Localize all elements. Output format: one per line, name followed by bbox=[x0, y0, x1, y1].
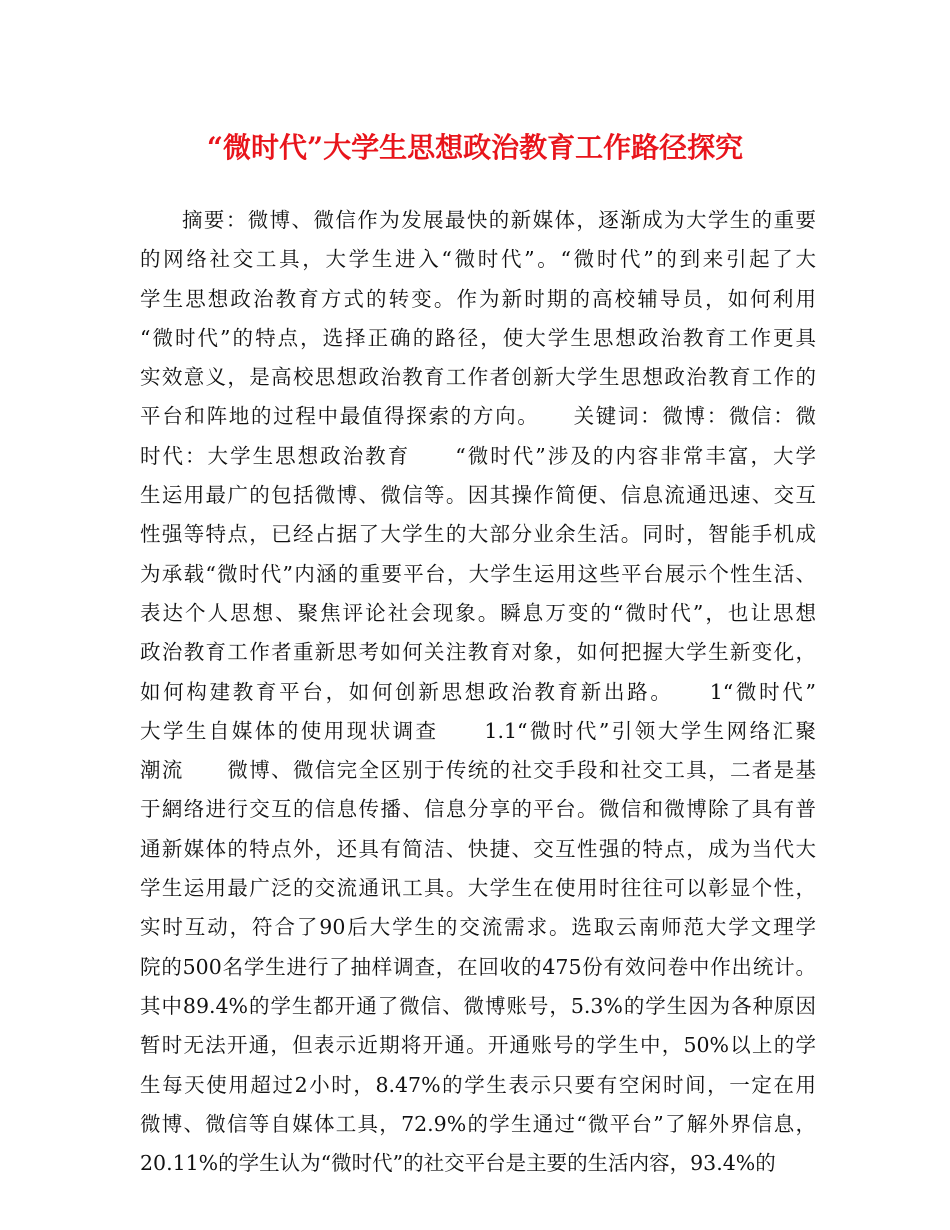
body-line: 于網络进行交互的信息传播、信息分享的平台。微信和微博除了具有普 bbox=[140, 797, 816, 822]
document-title: “微时代”大学生思想政治教育工作路径探究 bbox=[206, 131, 744, 164]
body-line: 学生思想政治教育方式的转变。作为新时期的高校辅导员，如何利用 bbox=[140, 286, 816, 311]
body-line: 为承载“微时代”内涵的重要平台，大学生运用这些平台展示个性生活、 bbox=[140, 561, 816, 586]
body-line: 性强等特点，已经占据了大学生的大部分业余生活。同时，智能手机成 bbox=[140, 522, 816, 547]
body-line: 时代：大学生思想政治教育 “微时代”涉及的内容非常丰富，大学 bbox=[140, 443, 816, 468]
body-line: “微时代”的特点，选择正确的路径，使大学生思想政治教育工作更具 bbox=[140, 325, 816, 350]
body-line: 的网络社交工具，大学生进入“微时代”。“微时代”的到来引起了大 bbox=[140, 247, 816, 272]
body-line: 暂时无法开通，但表示近期将开通。开通账号的学生中，50%以上的学 bbox=[140, 1033, 816, 1058]
body-line: 实时互动，符合了90后大学生的交流需求。选取云南师范大学文理学 bbox=[140, 915, 816, 940]
body-line: 20.11%的学生认为“微时代”的社交平台是主要的生活内容，93.4%的 bbox=[140, 1151, 776, 1176]
body-line: 学生运用最广泛的交流通讯工具。大学生在使用时往往可以彰显个性， bbox=[140, 876, 816, 901]
body-line: 大学生自媒体的使用现状调查 1.1“微时代”引领大学生网络汇聚 bbox=[140, 718, 816, 743]
body-line: 生每天使用超过2小时，8.47%的学生表示只要有空闲时间，一定在用 bbox=[140, 1072, 816, 1097]
body-line: 如何构建教育平台，如何创新思想政治教育新出路。 1“微时代” bbox=[140, 679, 816, 704]
document-body bbox=[140, 201, 816, 1183]
body-line: 通新媒体的特点外，还具有简洁、快捷、交互性强的特点，成为当代大 bbox=[140, 836, 816, 861]
body-line: 实效意义，是高校思想政治教育工作者创新大学生思想政治教育工作的 bbox=[140, 365, 816, 390]
body-line: 其中89.4%的学生都开通了微信、微博账号，5.3%的学生因为各种原因 bbox=[140, 993, 816, 1018]
body-line: 政治教育工作者重新思考如何关注教育对象，如何把握大学生新变化， bbox=[140, 640, 816, 665]
body-line: 潮流 微博、微信完全区别于传统的社交手段和社交工具，二者是基 bbox=[140, 758, 816, 783]
body-line: 摘要：微博、微信作为发展最快的新媒体，逐渐成为大学生的重要 bbox=[182, 208, 816, 232]
body-line: 微博、微信等自媒体工具，72.9%的学生通过“微平台”了解外界信息， bbox=[140, 1111, 816, 1136]
body-line: 表达个人思想、聚焦评论社会现象。瞬息万变的“微时代”，也让思想 bbox=[140, 600, 816, 625]
body-line: 生运用最广的包括微博、微信等。因其操作简便、信息流通迅速、交互 bbox=[140, 483, 816, 508]
body-line: 院的500名学生进行了抽样调查，在回收的475份有效问卷中作出统计。 bbox=[140, 954, 816, 979]
body-line: 平台和阵地的过程中最值得探索的方向。 关键词：微博：微信：微 bbox=[140, 404, 816, 429]
